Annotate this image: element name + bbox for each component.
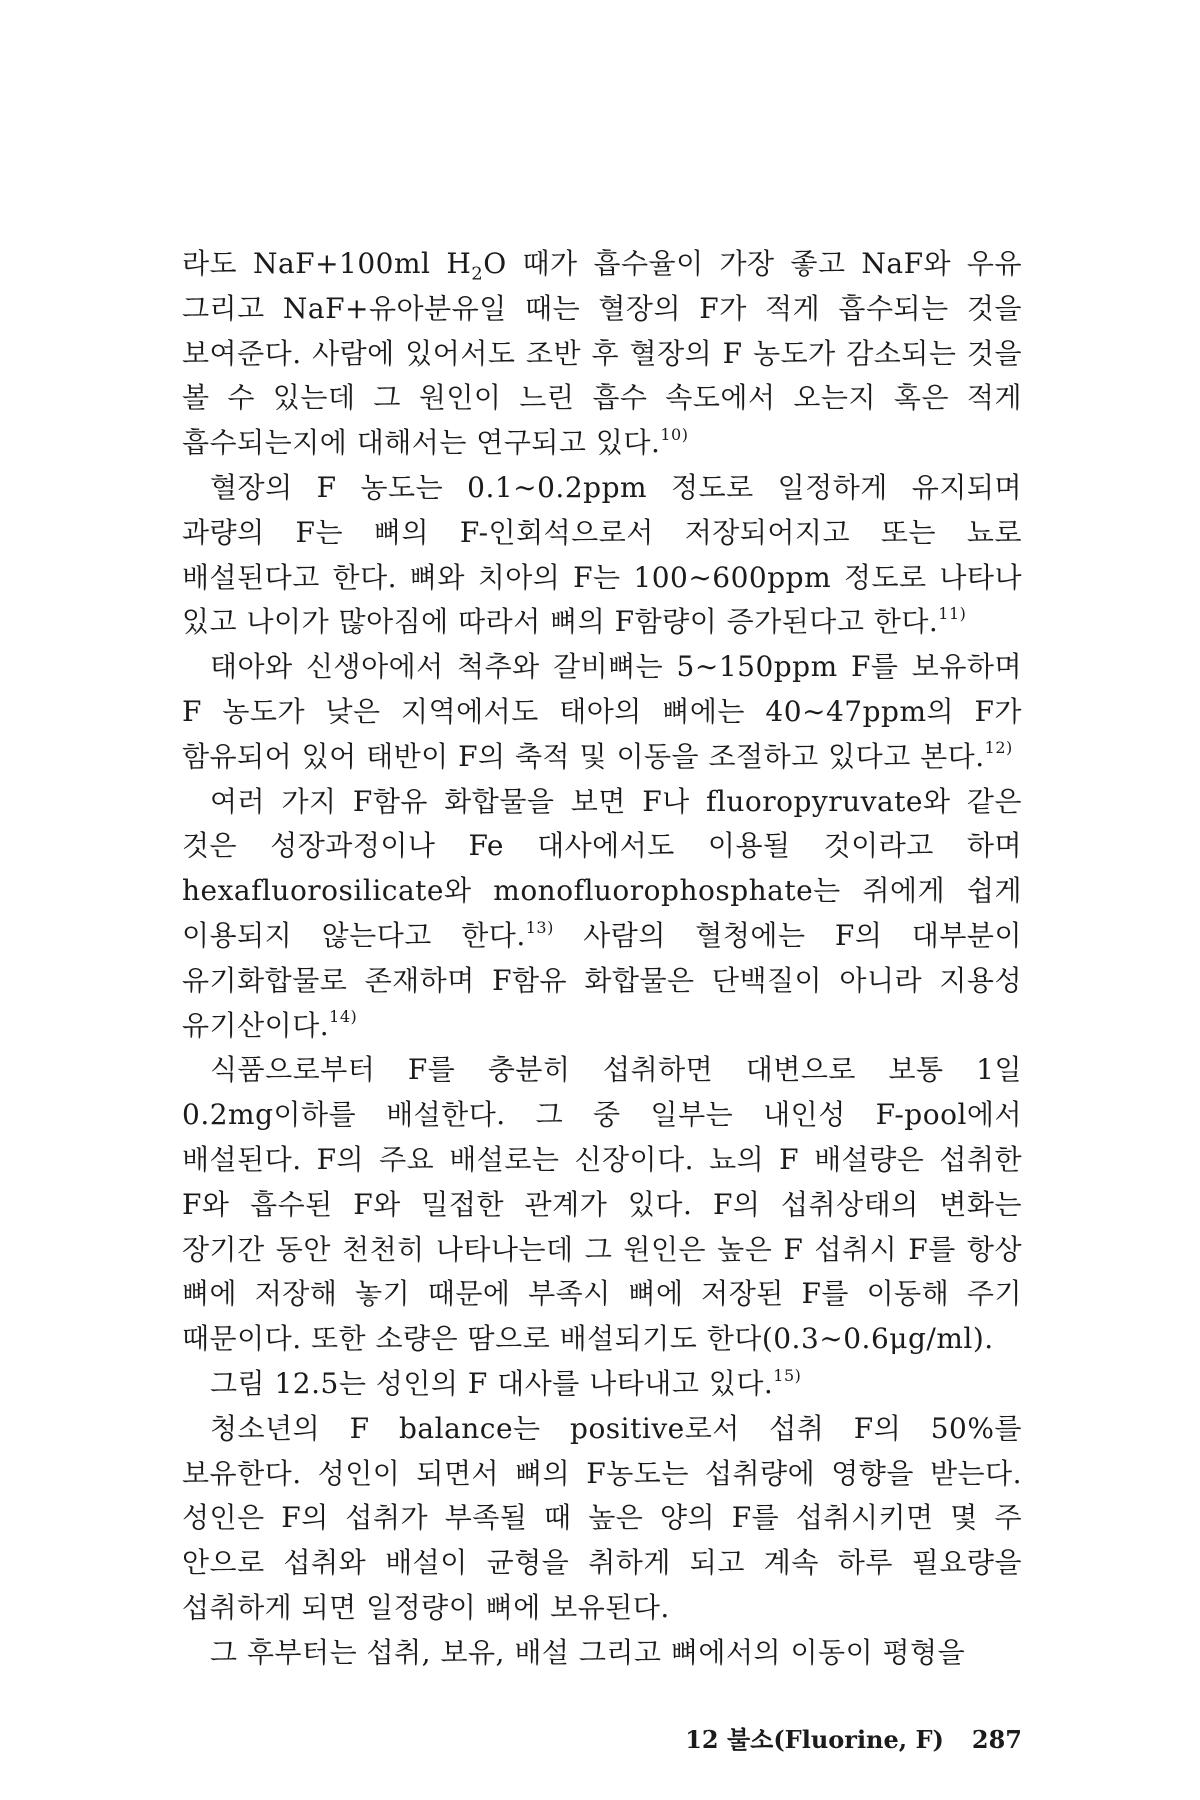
paragraph [182,1407,1022,1631]
paragraph-text: O 때가 흡수율이 가장 좋고 NaF와 우유 그리고 NaF+유아분유일 때는 혈장의 F가 적게 흡수되는 것을 보여준다. 사람에 있어서도 조반 후 혈장의 F 농도가 감소되는 것을 볼 수 있는데 그 원인이 느린 흡수 속도에서 오는지 혹은 적게 흡수되는지에 대해서는 연구되고 있다. [182,247,1022,460]
reference-superscript: 12) [984,738,1013,758]
paragraph [182,645,1022,779]
paragraph [182,780,1022,1049]
paragraph-text: 사람의 혈청에는 F의 대부분이 유기화합물로 존재하며 F함유 화합물은 단백질이 아니라 지용성 유기산이다. [182,918,1022,1042]
reference-superscript: 15) [773,1365,802,1385]
subscript: 2 [471,263,484,285]
reference-superscript: 14) [329,1007,358,1027]
reference-superscript: 13) [525,917,554,937]
paragraph-text: 그림 12.5는 성인의 F 대사를 나타내고 있다. [210,1366,774,1400]
reference-superscript: 10) [660,424,689,444]
paragraph [182,1362,1022,1407]
paragraph-text: 식품으로부터 F를 충분히 섭취하면 대변으로 보통 1일 0.2mg이하를 배설한다. 그 중 일부는 내인성 F-pool에서 배설된다. F의 주요 배설로는 신장이다. 뇨의 F 배설량은 섭취한 F와 흡수된 F와 밀접한 관계가 있다. F의 섭취상태의 변화는 장기간 동안 천천히 나타나는데 그 원인은 높은 F 섭취시 F를 항상 뼈에 저장해 놓기 때문에 부족시 뼈에 저장된 F를 이동해 주기 때문이다. 또한 소량은 땀으로 배설되기도 한다(0.3∼0.6μg/ml). [182,1053,1022,1356]
paragraph-text: 태아와 신생아에서 척추와 갈비뼈는 5∼150ppm F를 보유하며 F 농도가 낮은 지역에서도 태아의 뼈에는 40∼47ppm의 F가 함유되어 있어 태반이 F의 축적 및 이동을 조절하고 있다고 본다. [182,650,1022,773]
body-text [182,242,1022,1676]
running-chapter-title: 12 불소(Fluorine, F) [685,1725,944,1754]
paragraph-text: 혈장의 F 농도는 0.1∼0.2ppm 정도로 일정하게 유지되며 과량의 F는 뼈의 F-인회석으로서 저장되어지고 또는 뇨로 배설된다고 한다. 뼈와 치아의 F는 100∼600ppm 정도로 나타나 있고 나이가 많아짐에 따라서 뼈의 F함량이 증가된다고 한다. [182,470,1022,639]
paragraph-text: 여러 가지 F함유 화합물을 보면 F나 fluoropyruvate와 같은 것은 성장과정이나 Fe 대사에서도 이용될 것이라고 하며 hexafluorosilicate와 monofluorophosphate는 쥐에게 쉽게 이용되지 않는다고 한다. [182,784,1022,952]
page-footer [672,1725,1022,1755]
paragraph [182,242,1022,466]
paragraph-text: 그 후부터는 섭취, 보유, 배설 그리고 뼈에서의 이동이 평형을 [210,1635,966,1669]
reference-superscript: 11) [938,604,967,624]
page-number: 287 [971,1725,1022,1754]
paragraph-text: 라도 NaF+100ml H [182,247,472,280]
paragraph [182,1631,1022,1676]
paragraph [182,466,1022,645]
paragraph [182,1048,1022,1362]
paragraph-text: 청소년의 F balance는 positive로서 섭취 F의 50%를 보유한다. 성인이 되면서 뼈의 F농도는 섭취량에 영향을 받는다. 성인은 F의 섭취가 부족될 때 높은 양의 F를 섭취시키면 몇 주 안으로 섭취와 배설이 균형을 취하게 되고 계속 하루 필요량을 섭취하게 되면 일정량이 뼈에 보유된다. [182,1411,1022,1624]
